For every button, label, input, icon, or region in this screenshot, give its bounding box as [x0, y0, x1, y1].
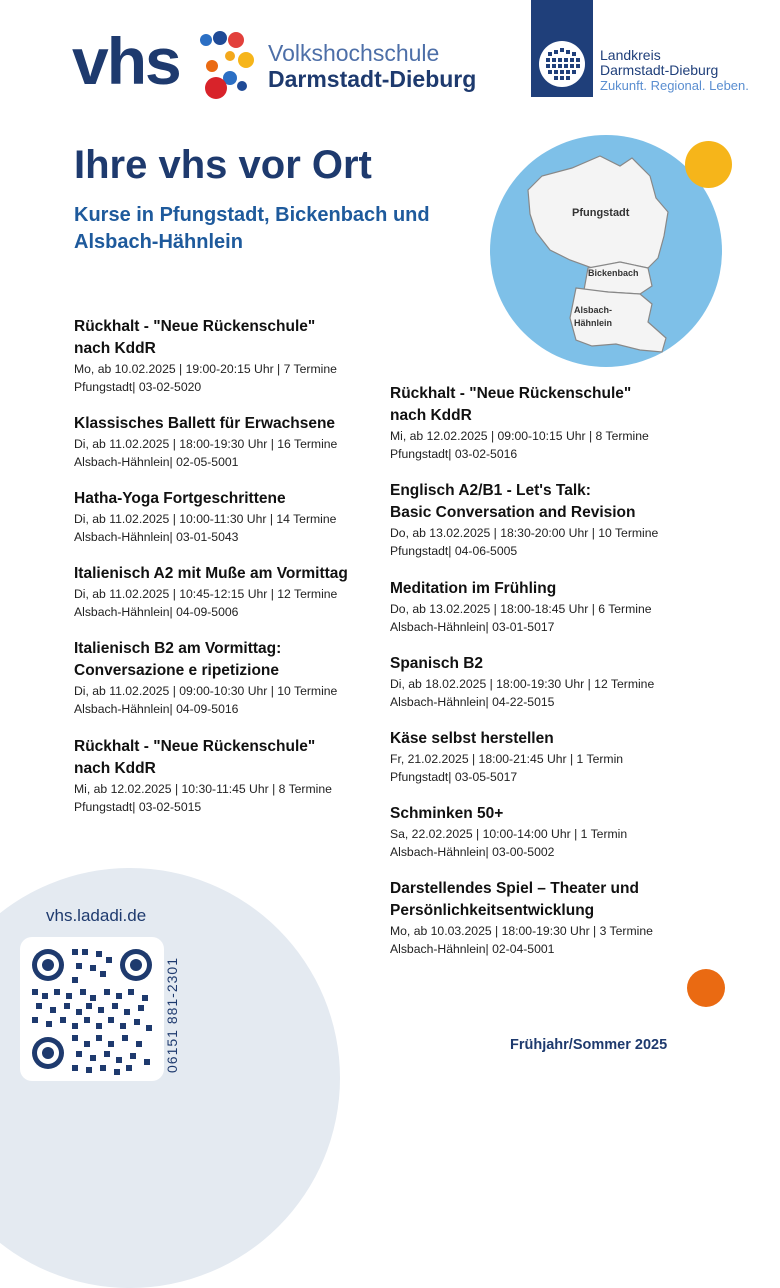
course-title: Darstellendes Spiel – Theater und: [390, 880, 639, 897]
course-location: Alsbach-Hähnlein| 04-09-5016: [74, 702, 239, 716]
course-item: [390, 728, 710, 786]
course-title: Rückhalt - "Neue Rückenschule": [390, 385, 632, 402]
landkreis-logo-text: [600, 48, 749, 93]
landkreis-emblem-icon: [531, 0, 593, 97]
course-location: Alsbach-Hähnlein| 02-05-5001: [74, 455, 239, 469]
map-label-pfungstadt: Pfungstadt: [572, 207, 630, 219]
course-title: Käse selbst herstellen: [390, 730, 554, 747]
season-label: Frühjahr/Sommer 2025: [510, 1037, 668, 1053]
course-item: [74, 316, 394, 396]
course-item: [74, 488, 394, 546]
course-item: [390, 480, 710, 560]
course-schedule: Do, ab 13.02.2025 | 18:30-20:00 Uhr | 10 Termine: [390, 526, 659, 540]
map-bickenbach-area: [584, 262, 652, 294]
qr-code[interactable]: [20, 937, 164, 1081]
course-title: Meditation im Frühling: [390, 580, 557, 597]
course-location: Pfungstadt| 03-02-5020: [74, 380, 202, 394]
course-item: [74, 413, 394, 471]
course-title: Spanisch B2: [390, 655, 484, 672]
course-schedule: Di, ab 11.02.2025 | 10:00-11:30 Uhr | 14 Termine: [74, 512, 337, 526]
phone-number[interactable]: 06151 881-2301: [164, 957, 180, 1073]
map-label-alsbach: Alsbach-: [574, 305, 613, 315]
vhs-logo-wordmark: vhs: [72, 24, 180, 98]
course-location: Alsbach-Hähnlein| 04-22-5015: [390, 695, 555, 709]
course-schedule: Mo, ab 10.02.2025 | 19:00-20:15 Uhr | 7 Termine: [74, 362, 337, 376]
course-location: Alsbach-Hähnlein| 02-04-5001: [390, 942, 555, 956]
vhs-logo-name: [268, 40, 476, 92]
course-schedule: Sa, 22.02.2025 | 10:00-14:00 Uhr | 1 Termin: [390, 827, 628, 841]
qr-code-icon: [20, 937, 164, 1081]
landkreis-tagline: Zukunft. Regional. Leben.: [600, 78, 749, 93]
yellow-sun-circle: [685, 141, 732, 188]
course-location: Pfungstadt| 04-06-5005: [390, 544, 518, 558]
course-title-line2: nach KddR: [74, 340, 156, 357]
course-schedule: Di, ab 11.02.2025 | 10:45-12:15 Uhr | 12 Termine: [74, 587, 338, 601]
orange-dot: [687, 969, 725, 1007]
landkreis-line1: Landkreis: [600, 47, 661, 63]
course-location: Alsbach-Hähnlein| 03-00-5002: [390, 845, 555, 859]
course-title: Italienisch A2 mit Muße am Vormittag: [74, 565, 348, 582]
landkreis-logo-box: [531, 0, 593, 97]
course-item: [390, 578, 710, 636]
map-label-bickenbach: Bickenbach: [588, 268, 639, 278]
course-schedule: Mi, ab 12.02.2025 | 10:30-11:45 Uhr | 8 Termine: [74, 782, 332, 796]
course-item: [390, 803, 710, 861]
course-title-line2: nach KddR: [74, 760, 156, 777]
course-schedule: Mo, ab 10.03.2025 | 18:00-19:30 Uhr | 3 Termine: [390, 924, 653, 938]
course-title: Schminken 50+: [390, 805, 504, 822]
course-title-line2: Conversazione e ripetizione: [74, 662, 279, 679]
course-item: [390, 878, 710, 958]
vhs-logo-dots: [186, 30, 266, 102]
course-title-line2: Persönlichkeitsentwicklung: [390, 902, 595, 919]
website-url[interactable]: vhs.ladadi.de: [46, 906, 147, 925]
vhs-logo-name-line2: Darmstadt-Dieburg: [268, 66, 477, 92]
course-location: Alsbach-Hähnlein| 03-01-5043: [74, 530, 239, 544]
page-subtitle: Kurse in Pfungstadt, Bickenbach und Alsbach-Hähnlein: [74, 204, 430, 253]
course-item: [74, 563, 394, 621]
page-title: Ihre vhs vor Ort: [74, 143, 372, 187]
landkreis-line2: Darmstadt-Dieburg: [600, 62, 719, 78]
course-schedule: Di, ab 11.02.2025 | 18:00-19:30 Uhr | 16 Termine: [74, 437, 338, 451]
map-label-haehnlein: Hähnlein: [574, 318, 613, 328]
vhs-logo-name-line1: Volkshochschule: [268, 40, 440, 66]
course-item: [74, 638, 394, 718]
course-schedule: Mi, ab 12.02.2025 | 09:00-10:15 Uhr | 8 Termine: [390, 429, 649, 443]
course-location: Alsbach-Hähnlein| 04-09-5006: [74, 605, 239, 619]
course-schedule: Di, ab 18.02.2025 | 18:00-19:30 Uhr | 12 Termine: [390, 677, 655, 691]
course-title: Italienisch B2 am Vormittag:: [74, 640, 282, 657]
course-title-line2: nach KddR: [390, 407, 472, 424]
course-location: Pfungstadt| 03-05-5017: [390, 770, 518, 784]
course-schedule: Fr, 21.02.2025 | 18:00-21:45 Uhr | 1 Termin: [390, 752, 624, 766]
course-location: Pfungstadt| 03-02-5015: [74, 800, 202, 814]
course-title: Rückhalt - "Neue Rückenschule": [74, 318, 316, 335]
course-item: [390, 653, 710, 711]
course-title: Rückhalt - "Neue Rückenschule": [74, 738, 316, 755]
course-location: Pfungstadt| 03-02-5016: [390, 447, 518, 461]
course-location: Alsbach-Hähnlein| 03-01-5017: [390, 620, 555, 634]
course-title: Klassisches Ballett für Erwachsene: [74, 415, 336, 432]
course-schedule: Di, ab 11.02.2025 | 09:00-10:30 Uhr | 10 Termine: [74, 684, 338, 698]
course-title: Englisch A2/B1 - Let's Talk:: [390, 482, 591, 499]
course-schedule: Do, ab 13.02.2025 | 18:00-18:45 Uhr | 6 Termine: [390, 602, 652, 616]
course-title: Hatha-Yoga Fortgeschrittene: [74, 490, 286, 507]
course-item: [74, 736, 394, 816]
course-title-line2: Basic Conversation and Revision: [390, 504, 636, 521]
course-item: [390, 383, 710, 463]
